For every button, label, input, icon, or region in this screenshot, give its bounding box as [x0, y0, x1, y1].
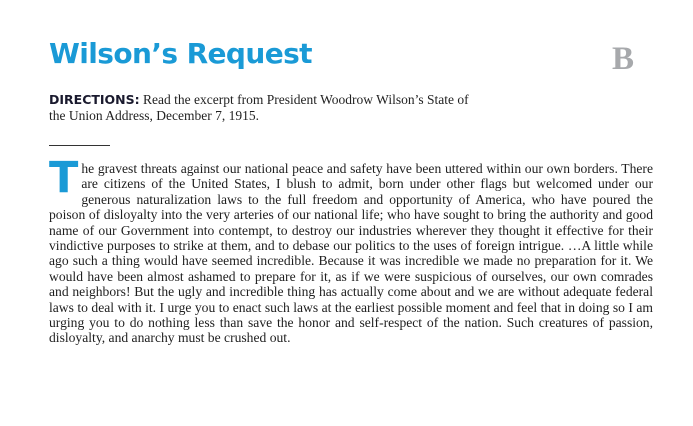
section-letter: B — [612, 41, 635, 77]
directions-label: DIRECTIONS: — [49, 92, 140, 107]
page-title: Wilson’s Request — [49, 37, 312, 70]
directions-text: Read the excerpt from President Woodrow Wilson’s State of the Union Address, December 7, 1915. — [49, 92, 469, 123]
excerpt-text: he gravest threats against our national peace and safety have been uttered within our own borders. There are citizens of the United States, I blush to admit, born under other flags but welcomed under our generous naturalization laws to the full freedom and opportunity of America, who have poured the poison of disloyalty into the very arteries of our national life; who have sought to bring the authority and good name of our Government into contempt, to destroy our industries wherever they thought it effective for their vindictive purposes to strike at them, and to debase our politics to the uses of foreign intrigue. …A little while ago such a thing would have seemed incredible. Because it was incredible we made no preparation for it. We would have been almost ashamed to prepare for it, as if we were suspicious of ourselves, our own comrades and neighbors! But the ugly and incredible thing has actually come about and we are without adequate federal laws to deal with it. I urge you to enact such laws at the earliest possible moment and feel that in doing so I am urging you to do nothing less than save the honor and self-respect of the nation. Such creatures of passion, disloyalty, and anarchy must be crushed out. — [49, 161, 653, 346]
directions — [49, 92, 469, 123]
drop-cap: T — [49, 153, 79, 203]
divider-rule — [49, 145, 110, 146]
speech-excerpt — [49, 153, 653, 346]
